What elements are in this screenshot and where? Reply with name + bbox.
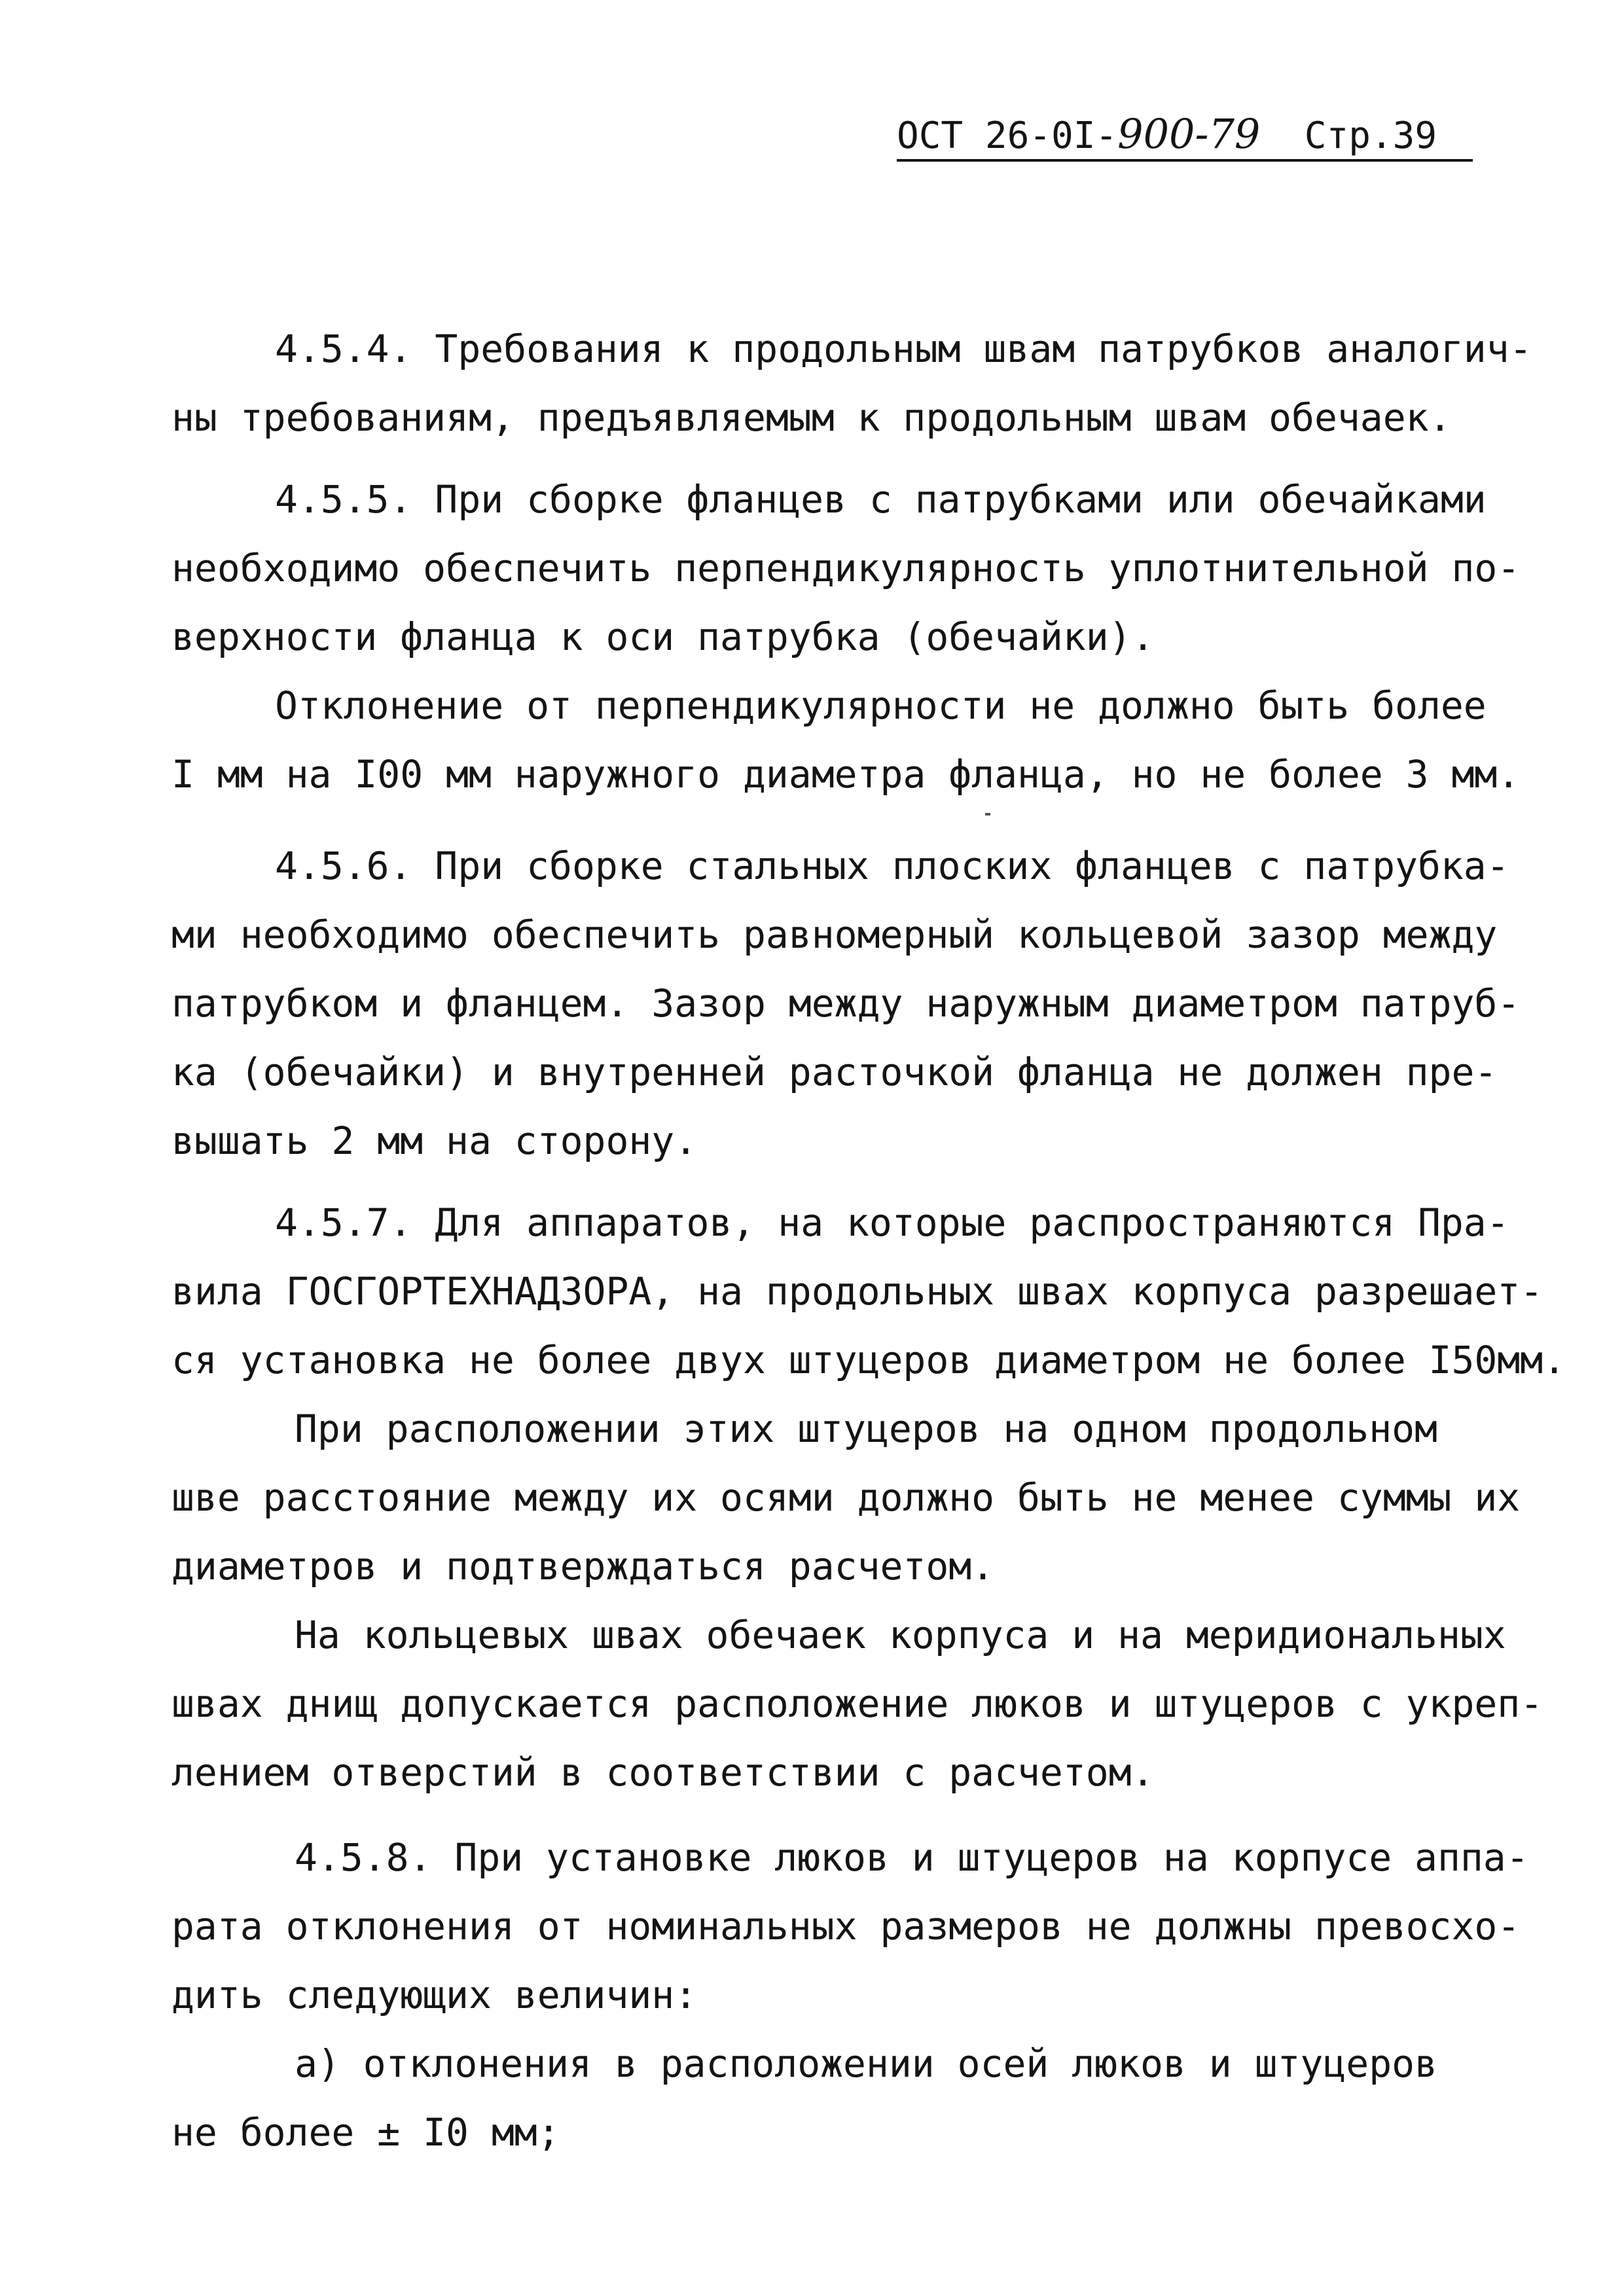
text-line: не более ± I0 мм;	[171, 2110, 560, 2155]
text-line: а) отклонения в расположении осей люков и штуцеров	[295, 2041, 1437, 2086]
standard-code: ОСТ 26-0I-	[897, 115, 1118, 157]
text-line: диаметров и подтверждаться расчетом.	[171, 1544, 995, 1588]
text-line: необходимо обеспечить перпендикулярность уплотнительной по-	[171, 546, 1521, 590]
text-line: При расположении этих штуцеров на одном продольном	[295, 1407, 1437, 1451]
text-line: вила ГОСГОРТЕХНАДЗОРА, на продольных швах корпуса разрешает-	[171, 1269, 1543, 1314]
text-line: рата отклонения от номинальных размеров не должны превосхо-	[171, 1904, 1521, 1948]
text-line: I мм на I00 мм наружного диаметра фланца, но не более 3 мм.	[171, 752, 1521, 797]
text-line: верхности фланца к оси патрубка (обечайки).	[171, 615, 1155, 659]
text-line: 4.5.5. При сборке фланцев с патрубками или обечайками	[275, 477, 1487, 522]
text-line: швах днищ допускается расположение люков и штуцеров с укреп-	[171, 1681, 1543, 1726]
text-line: ка (обечайки) и внутренней расточкой фланца не должен пре-	[171, 1050, 1498, 1094]
text-line: 4.5.7. Для аппаратов, на которые распространяются Пра-	[275, 1200, 1509, 1245]
text-line: 4.5.6. При сборке стальных плоских фланцев с патрубка-	[275, 844, 1509, 888]
text-line: 4.5.4. Требования к продольным швам патрубков аналогич-	[275, 327, 1532, 371]
text-line: ны требованиям, предъявляемым к продольным швам обечаек.	[171, 395, 1452, 440]
text-line: Отклонение от перпендикулярности не должно быть более	[275, 683, 1487, 728]
text-line: патрубком и фланцем. Зазор между наружным диаметром патруб-	[171, 981, 1521, 1026]
text-line: вышать 2 мм на сторону.	[171, 1119, 698, 1163]
text-line: дить следующих величин:	[171, 1973, 698, 2017]
text-line: шве расстояние между их осями должно быть не менее суммы их	[171, 1475, 1521, 1520]
text-line: 4.5.8. При установке люков и штуцеров на корпусе аппа-	[295, 1835, 1529, 1880]
stray-mark	[985, 813, 990, 816]
page-number: Стр.39	[1304, 115, 1437, 157]
text-line: На кольцевых швах обечаек корпуса и на меридиональных	[295, 1613, 1506, 1657]
standard-number-handwritten: 900-79	[1117, 110, 1261, 158]
text-line: ся установка не более двух штуцеров диаметром не более I50мм.	[171, 1338, 1566, 1382]
page-header	[897, 111, 1473, 162]
text-line: лением отверстий в соответствии с расчетом.	[171, 1750, 1155, 1795]
text-line: ми необходимо обеспечить равномерный кольцевой зазор между	[171, 912, 1498, 957]
